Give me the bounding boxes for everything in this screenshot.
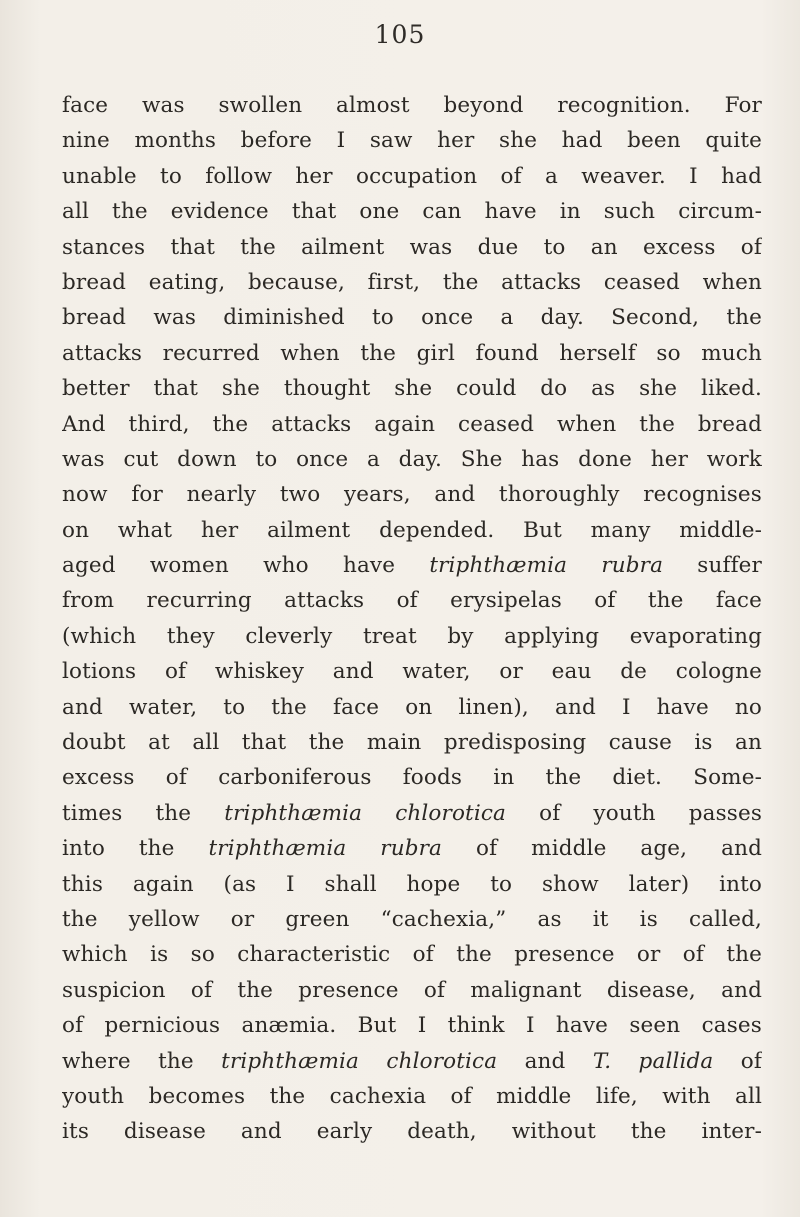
text-line — [62, 88, 762, 123]
italic-term: triphthæmia rubra — [429, 553, 664, 579]
text-segment: of youth passes — [506, 800, 762, 826]
italic-term: triphthæmia chlorotica — [221, 1048, 498, 1074]
text-segment: unable to follow her occupation of a weaver. I had — [62, 163, 762, 189]
text-line — [62, 548, 762, 583]
text-line — [62, 123, 762, 158]
text-segment: bread was diminished to once a day. Second, the — [62, 305, 762, 331]
text-line — [62, 159, 762, 194]
text-line — [62, 194, 762, 229]
text-segment: And third, the attacks again ceased when the bread — [62, 411, 762, 437]
text-line — [62, 619, 762, 654]
text-segment: aged women who have — [62, 553, 430, 579]
text-segment: face was swollen almost beyond recognition. For — [62, 93, 762, 118]
text-segment: better that she thought she could do as she liked. — [62, 376, 762, 402]
text-segment: excess of carboniferous foods in the diet. Some- — [62, 765, 762, 791]
body-text — [62, 88, 762, 1150]
text-segment: stances that the ailment was due to an excess of — [62, 234, 762, 260]
text-line — [62, 1114, 762, 1149]
text-line — [62, 513, 762, 548]
text-segment: nine months before I saw her she had been quite — [62, 128, 762, 154]
text-segment: this again (as I shall hope to show later) into — [62, 871, 762, 897]
text-line — [62, 725, 762, 760]
text-segment: suffer — [663, 553, 762, 579]
text-line — [62, 831, 762, 866]
text-line — [62, 1079, 762, 1114]
text-segment: (which they cleverly treat by applying evaporating — [62, 623, 762, 649]
text-line — [62, 902, 762, 937]
text-segment: doubt at all that the main predisposing cause is an — [62, 730, 762, 756]
text-segment: was cut down to once a day. She has done her work — [62, 446, 762, 472]
text-segment: all the evidence that one can have in such circum- — [62, 199, 762, 225]
text-line — [62, 796, 762, 831]
text-segment: the yellow or green “cachexia,” as it is called, — [62, 906, 762, 932]
italic-term: T. pallida — [592, 1048, 714, 1074]
text-segment: and — [497, 1048, 593, 1074]
text-line — [62, 867, 762, 902]
italic-term: triphthæmia chlorotica — [224, 800, 507, 826]
text-line — [62, 477, 762, 512]
text-line — [62, 265, 762, 300]
text-segment: from recurring attacks of erysipelas of the face — [62, 588, 762, 614]
text-line — [62, 1044, 762, 1079]
text-segment: now for nearly two years, and thoroughly recognises — [62, 482, 762, 508]
text-segment: which is so characteristic of the presence or of the — [62, 942, 762, 968]
text-segment: where the — [62, 1048, 222, 1074]
text-line — [62, 300, 762, 335]
text-line — [62, 690, 762, 725]
text-line — [62, 760, 762, 795]
text-segment: of — [713, 1048, 762, 1074]
text-line — [62, 1008, 762, 1043]
text-line — [62, 371, 762, 406]
text-line — [62, 230, 762, 265]
text-segment: into the — [62, 836, 209, 862]
page-number: 105 — [374, 20, 426, 49]
text-segment: of middle age, and — [442, 836, 762, 862]
text-segment: bread eating, because, first, the attacks ceased when — [62, 269, 762, 295]
text-line — [62, 442, 762, 477]
text-line — [62, 937, 762, 972]
text-segment: attacks recurred when the girl found herself so much — [62, 340, 762, 366]
text-line — [62, 336, 762, 371]
text-line — [62, 654, 762, 689]
text-segment: its disease and early death, without the inter- — [62, 1119, 762, 1145]
text-line — [62, 583, 762, 618]
text-line — [62, 407, 762, 442]
text-segment: suspicion of the presence of malignant disease, and — [62, 977, 762, 1003]
italic-term: triphthæmia rubra — [208, 836, 443, 862]
text-segment: of pernicious anæmia. But I think I have seen cases — [62, 1013, 762, 1039]
text-segment: youth becomes the cachexia of middle life, with all — [62, 1083, 762, 1109]
text-segment: lotions of whiskey and water, or eau de cologne — [62, 659, 762, 685]
text-segment: and water, to the face on linen), and I have no — [62, 694, 762, 720]
text-segment: times the — [62, 800, 225, 826]
text-line — [62, 973, 762, 1008]
text-segment: on what her ailment depended. But many middle- — [62, 517, 762, 543]
